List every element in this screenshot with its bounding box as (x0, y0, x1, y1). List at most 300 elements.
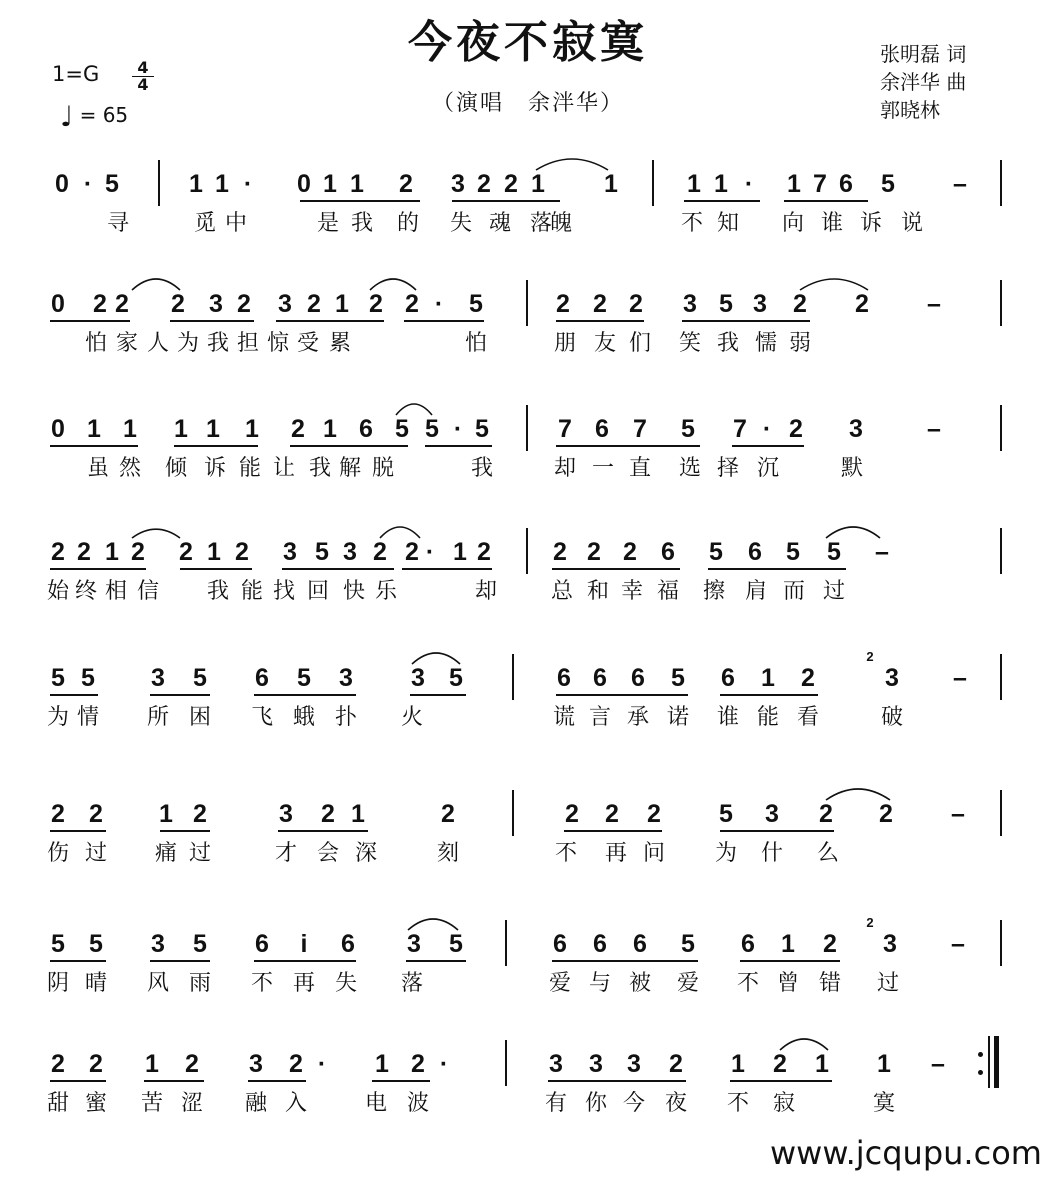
lyric-syllable: 过 (84, 841, 107, 866)
note: 6 (553, 930, 567, 958)
beam-underline (144, 1080, 204, 1082)
lyric-syllable: 谁 (716, 705, 739, 730)
note: 0 (51, 415, 65, 443)
note: 1 (323, 170, 337, 198)
lyric-syllable: 乐 (374, 579, 397, 604)
tempo-value: = 65 (79, 103, 129, 127)
lyric-syllable: 谁 (820, 211, 843, 236)
slur (826, 527, 880, 538)
lyric-syllable: 痛 (154, 841, 177, 866)
slur (536, 159, 608, 170)
lyric-syllable: 涩 (180, 1091, 203, 1116)
lyric-syllable: 弱 (788, 331, 811, 356)
note: 2 (51, 1050, 65, 1078)
note: 1 (323, 415, 337, 443)
lyric-syllable: 伤 (46, 841, 69, 866)
lyric-syllable: 雨 (188, 971, 211, 996)
note: 2 (504, 170, 518, 198)
beam-underline (406, 960, 466, 962)
lyric-syllable: 能 (240, 579, 263, 604)
beam-underline (730, 1080, 832, 1082)
note: 1 (375, 1050, 389, 1078)
beam-underline (150, 694, 210, 696)
note: 2 (477, 170, 491, 198)
note: 3 (885, 664, 899, 692)
lyric-syllable: 刻 (436, 841, 459, 866)
lyric-syllable: 会 (316, 841, 339, 866)
lyric-syllable: 我 (206, 331, 229, 356)
note: 1 (206, 415, 220, 443)
note: · (434, 290, 444, 318)
beam-underline (278, 830, 368, 832)
lyric-syllable: 择 (716, 456, 739, 481)
lyric-syllable: 不 (736, 971, 759, 996)
lyric-syllable: 我 (470, 456, 493, 481)
note: 2 (171, 290, 185, 318)
lyric-syllable: 爱 (676, 971, 699, 996)
lyric-syllable: 寻 (106, 211, 129, 236)
beam-underline (248, 1080, 306, 1082)
lyric-syllable: 说 (900, 211, 923, 236)
note: 1 (714, 170, 728, 198)
note: 1 (731, 1050, 745, 1078)
lyric-syllable: 信 (136, 579, 159, 604)
slur (380, 527, 420, 538)
beam-underline (254, 960, 356, 962)
note: 2 (399, 170, 413, 198)
lyric-syllable: 诉 (859, 211, 882, 236)
lyric-syllable: 再 (604, 841, 627, 866)
note: · (317, 1050, 327, 1078)
note: 6 (255, 664, 269, 692)
watermark: www.jcqupu.com (770, 1134, 1042, 1172)
beam-underline (556, 320, 644, 322)
lyric-syllable: 破 (880, 705, 903, 730)
note: 5 (475, 415, 489, 443)
slur (412, 653, 460, 664)
note: 1 (787, 170, 801, 198)
note: 3 (765, 800, 779, 828)
lyric-syllable: 怕 (84, 331, 107, 356)
lyric-syllable: 看 (796, 705, 819, 730)
slur-layer (0, 142, 1056, 182)
note: 2 (89, 800, 103, 828)
note: 1 (453, 538, 467, 566)
note: 1 (531, 170, 545, 198)
beam-underline (425, 445, 492, 447)
slur (826, 789, 890, 800)
note: 2 (321, 800, 335, 828)
key-signature: 1=G (52, 62, 100, 86)
lyric-syllable: 怕 (464, 331, 487, 356)
lyric-syllable: 过 (822, 579, 845, 604)
note: 2 (93, 290, 107, 318)
beam-underline (50, 445, 138, 447)
lyric-syllable: 过 (188, 841, 211, 866)
slur-layer (0, 1022, 1056, 1062)
note: 5 (81, 664, 95, 692)
note: 6 (748, 538, 762, 566)
lyric-syllable: 直 (628, 456, 651, 481)
lyric-syllable: 诉 (203, 456, 226, 481)
note: 3 (278, 290, 292, 318)
lyric-syllable: 风 (146, 971, 169, 996)
beam-underline (732, 445, 804, 447)
lyric-syllable: 我 (308, 456, 331, 481)
lyric-syllable: 向 (781, 211, 804, 236)
lyric-syllable: 累 (328, 331, 351, 356)
note: 2 (789, 415, 803, 443)
lyric-syllable: 问 (642, 841, 665, 866)
lyric-syllable: 朋 (553, 331, 576, 356)
lyric-syllable: 波 (406, 1091, 429, 1116)
lyric-syllable: 总 (550, 579, 573, 604)
lyric-syllable: 与 (588, 971, 611, 996)
lyric-syllable: 你 (584, 1091, 607, 1116)
note: – (951, 930, 965, 958)
note: 5 (315, 538, 329, 566)
note: 3 (283, 538, 297, 566)
lyric-syllable: 所 (146, 705, 169, 730)
lyric-syllable: 脱 (371, 456, 394, 481)
note: 1 (815, 1050, 829, 1078)
note: 0 (51, 290, 65, 318)
note: 5 (449, 664, 463, 692)
slur-layer (0, 772, 1056, 812)
lyric-syllable: 我 (716, 331, 739, 356)
note: 1 (207, 538, 221, 566)
note: 5 (395, 415, 409, 443)
lyric-syllable: 甜 (46, 1091, 69, 1116)
note: 1 (687, 170, 701, 198)
lyric-syllable: 失 (334, 971, 357, 996)
lyric-syllable: 为 (714, 841, 737, 866)
note: · (83, 170, 93, 198)
note: · (744, 170, 754, 198)
note: 2 (647, 800, 661, 828)
lyric-syllable: 谎 (552, 705, 575, 730)
lyricist-credit: 张明磊 词 (880, 42, 967, 66)
lyric-syllable: 友 (593, 331, 616, 356)
note: 2 (235, 538, 249, 566)
lyric-syllable: 为 (46, 705, 69, 730)
note: 2 (405, 538, 419, 566)
lyric-syllable: 觅 (193, 211, 216, 236)
note: 1 (87, 415, 101, 443)
note: 1 (174, 415, 188, 443)
note: 5 (719, 290, 733, 318)
note: 2 (237, 290, 251, 318)
note: 6 (633, 930, 647, 958)
note: 3 (753, 290, 767, 318)
note: 2 (307, 290, 321, 318)
beam-underline (720, 694, 818, 696)
note: 2 (553, 538, 567, 566)
beam-underline (290, 445, 408, 447)
note: · (453, 415, 463, 443)
note: 1 (245, 415, 259, 443)
note: 7 (633, 415, 647, 443)
composer-credit: 余泮华 曲 (880, 70, 967, 94)
lyric-syllable: 情 (76, 705, 99, 730)
beam-underline (276, 320, 384, 322)
lyric-syllable: 却 (553, 456, 576, 481)
note: 3 (279, 800, 293, 828)
note: 2 (605, 800, 619, 828)
note: 2 (369, 290, 383, 318)
note: 1 (145, 1050, 159, 1078)
note: 0 (55, 170, 69, 198)
lyric-syllable: 担 (236, 331, 259, 356)
note: 2 (405, 290, 419, 318)
score-row-5 (0, 649, 1056, 784)
lyric-syllable: 却 (474, 579, 497, 604)
repeat-dot (978, 1070, 983, 1075)
note: 3 (339, 664, 353, 692)
lyric-syllable: 阴 (46, 971, 69, 996)
lyric-syllable: 擦 (702, 579, 725, 604)
note: – (927, 290, 941, 318)
note: 2 (441, 800, 455, 828)
note: 3 (343, 538, 357, 566)
song-title: 今夜不寂寞 (408, 17, 648, 68)
lyric-syllable: 寞 (872, 1091, 895, 1116)
beam-underline (50, 1080, 106, 1082)
note: 5 (193, 930, 207, 958)
beam-underline (160, 830, 210, 832)
beam-underline (50, 960, 106, 962)
beam-underline (552, 960, 698, 962)
note: 1 (123, 415, 137, 443)
note: 6 (341, 930, 355, 958)
lyric-syllable: 笑 (678, 331, 701, 356)
note: 2 (131, 538, 145, 566)
lyric-syllable: 中 (224, 211, 247, 236)
beam-underline (708, 568, 846, 570)
note: – (951, 800, 965, 828)
note: 1 (761, 664, 775, 692)
beam-underline (50, 830, 106, 832)
lyric-syllable: 虽 (86, 456, 109, 481)
lyric-syllable: 懦 (754, 331, 777, 356)
beam-underline (552, 568, 680, 570)
note: – (953, 170, 967, 198)
note: 2 (587, 538, 601, 566)
note: – (875, 538, 889, 566)
note: 6 (359, 415, 373, 443)
beam-underline (564, 830, 662, 832)
beam-underline (50, 320, 130, 322)
slur (396, 404, 432, 415)
lyric-syllable: 过 (876, 971, 899, 996)
note: 0 (297, 170, 311, 198)
lyric-syllable: 魄 (549, 211, 572, 236)
slur-layer (0, 262, 1056, 302)
final-bar-thick (994, 1036, 999, 1088)
note: 5 (297, 664, 311, 692)
note: 1 (350, 170, 364, 198)
note: 2 (89, 1050, 103, 1078)
note: 5 (671, 664, 685, 692)
lyric-syllable: 失 (449, 211, 472, 236)
grace-note: 2 (866, 915, 874, 930)
lyric-syllable: 晴 (84, 971, 107, 996)
lyric-syllable: 么 (816, 841, 839, 866)
note: 5 (89, 930, 103, 958)
note: 5 (425, 415, 439, 443)
lyric-syllable: 蜜 (84, 1091, 107, 1116)
beam-underline (282, 568, 394, 570)
note: 2 (477, 538, 491, 566)
note: 6 (839, 170, 853, 198)
lyric-syllable: 入 (284, 1091, 307, 1116)
beam-underline (452, 200, 560, 202)
lyric-syllable: 被 (628, 971, 651, 996)
lyric-syllable: 落 (529, 211, 552, 236)
tempo-marking (60, 100, 128, 133)
note: 3 (849, 415, 863, 443)
lyric-syllable: 而 (782, 579, 805, 604)
note: – (953, 664, 967, 692)
lyric-syllable: 们 (628, 331, 651, 356)
note: 2 (556, 290, 570, 318)
beam-underline (170, 320, 254, 322)
beam-underline (50, 568, 146, 570)
note: 5 (193, 664, 207, 692)
note: 1 (159, 800, 173, 828)
note: 5 (681, 415, 695, 443)
lyric-syllable: 人 (146, 331, 169, 356)
time-denominator: 4 (137, 75, 149, 94)
lyric-syllable: 为 (176, 331, 199, 356)
lyric-syllable: 火 (400, 705, 423, 730)
note: 5 (51, 930, 65, 958)
lyric-syllable: 魂 (488, 211, 511, 236)
lyric-syllable: 让 (272, 456, 295, 481)
beam-underline (410, 694, 466, 696)
repeat-dot (978, 1052, 983, 1057)
note: 1 (351, 800, 365, 828)
lyric-syllable: 相 (104, 579, 127, 604)
lyric-syllable: 和 (586, 579, 609, 604)
lyric-syllable: 终 (74, 579, 97, 604)
time-signature (132, 60, 154, 93)
note: 5 (719, 800, 733, 828)
note: 2 (793, 290, 807, 318)
note: 1 (189, 170, 203, 198)
beam-underline (254, 694, 356, 696)
lyric-syllable: 快 (342, 579, 365, 604)
note: 6 (593, 664, 607, 692)
lyric-syllable: 夜 (664, 1091, 687, 1116)
beam-underline (784, 200, 868, 202)
note: 5 (827, 538, 841, 566)
note: · (439, 1050, 449, 1078)
note: 3 (151, 664, 165, 692)
singer-credit: （演唱 余泮华） (431, 91, 624, 116)
lyric-syllable: 然 (118, 456, 141, 481)
note: 3 (589, 1050, 603, 1078)
note: – (931, 1050, 945, 1078)
lyric-syllable: 默 (840, 456, 863, 481)
note: 6 (557, 664, 571, 692)
lyric-syllable: 才 (274, 841, 297, 866)
note: 5 (449, 930, 463, 958)
note: 2 (411, 1050, 425, 1078)
beam-underline (556, 694, 688, 696)
note: 1 (335, 290, 349, 318)
note: 2 (373, 538, 387, 566)
credits (880, 40, 966, 124)
lyric-syllable: 的 (396, 211, 419, 236)
note: 5 (881, 170, 895, 198)
note: 2 (773, 1050, 787, 1078)
beam-underline (300, 200, 420, 202)
note: 2 (593, 290, 607, 318)
lyric-syllable: 错 (818, 971, 841, 996)
lyric-syllable: 受 (296, 331, 319, 356)
lyric-syllable: 苦 (140, 1091, 163, 1116)
lyric-syllable: 承 (626, 705, 649, 730)
lyric-syllable: 知 (716, 211, 739, 236)
note: · (243, 170, 253, 198)
lyric-syllable: 深 (354, 841, 377, 866)
note: 7 (733, 415, 747, 443)
lyric-syllable: 福 (656, 579, 679, 604)
lyric-syllable: 回 (306, 579, 329, 604)
note: 6 (661, 538, 675, 566)
lyric-syllable: 困 (188, 705, 211, 730)
lyric-syllable: 一 (591, 456, 614, 481)
slur (780, 1039, 828, 1050)
slur-layer (0, 636, 1056, 676)
note: 2 (669, 1050, 683, 1078)
note: 2 (185, 1050, 199, 1078)
note: 2 (629, 290, 643, 318)
lyric-syllable: 再 (292, 971, 315, 996)
note: 5 (51, 664, 65, 692)
note: 3 (151, 930, 165, 958)
note: 2 (565, 800, 579, 828)
note: 2 (51, 538, 65, 566)
note: 6 (741, 930, 755, 958)
note: · (425, 538, 435, 566)
lyric-syllable: 有 (544, 1091, 567, 1116)
note: 3 (683, 290, 697, 318)
lyric-syllable: 找 (272, 579, 295, 604)
note: 1 (105, 538, 119, 566)
note: 2 (801, 664, 815, 692)
note: 2 (289, 1050, 303, 1078)
final-bar-thin (988, 1036, 990, 1088)
note: 6 (595, 415, 609, 443)
note: 6 (631, 664, 645, 692)
note: 1 (604, 170, 618, 198)
lyric-syllable: 解 (338, 456, 361, 481)
lyric-syllable: 爱 (548, 971, 571, 996)
beam-underline (720, 830, 834, 832)
note: 2 (623, 538, 637, 566)
slur (132, 279, 180, 290)
note: 2 (879, 800, 893, 828)
beam-underline (740, 960, 840, 962)
note: 1 (781, 930, 795, 958)
lyric-syllable: 幸 (620, 579, 643, 604)
lyric-syllable: 始 (46, 579, 69, 604)
lyric-syllable: 曾 (776, 971, 799, 996)
lyric-syllable: 扑 (334, 705, 357, 730)
beam-underline (150, 960, 210, 962)
